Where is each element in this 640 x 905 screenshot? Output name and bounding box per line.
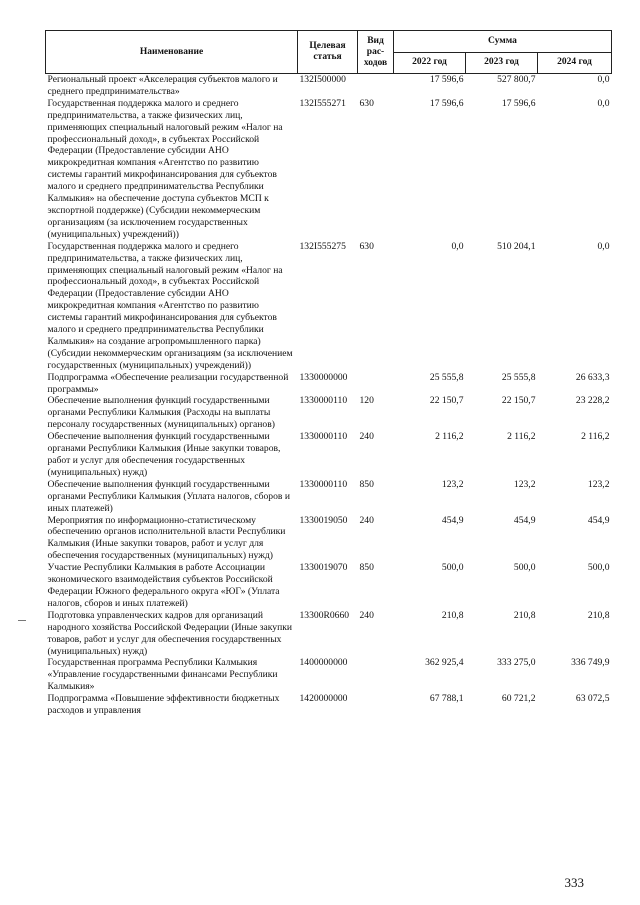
row-2023: 333 275,0 [497, 657, 536, 669]
row-2024: 2 116,2 [581, 431, 610, 443]
row-code: 1420000000 [299, 693, 348, 705]
row-code: 132I500000 [299, 74, 346, 85]
row-name: Государственная поддержка малого и среднего предпринимательства, а также физических лиц, применяющих специальный налоговый режим «Налог на профессиональный доход», в субъектах Российской Федерации (Предоставление субсидии АНО микрокредитная компания «Агентство по развитию системы гарантий микрофинансирования для субъектов малого и среднего предпринимательства Республики Калмыкия» на создание агропромышленного парка) (Субсидии некоммерческим организациям (за исключением государственных (муниципальных) учреждений)) [47, 240, 293, 371]
row-2022: 67 788,1 [429, 693, 464, 705]
row-name: Подпрограмма «Повышение эффективности бюджетных расходов и управления [47, 693, 280, 717]
table-row [46, 515, 612, 563]
header-code: Целевая статья [298, 31, 358, 74]
header-vid: Вид рас-ходов [358, 31, 394, 74]
row-name: Государственная поддержка малого и среднего предпринимательства, а также физических лиц, применяющих специальный налоговый режим «Налог на профессиональный доход», в субъектах Российской Федерации (Предоставление субсидии АНО микрокредитная компания «Агентство по развитию системы гарантий микрофинансирования для субъектов малого и среднего предпринимательства Республики Калмыкия» на обеспечение доступа субъектов МСП к экспортной поддержке) (Субсидии некоммерческим организациям (за исключением государственных (муниципальных) учреждений)) [47, 97, 283, 240]
row-2022: 22 150,7 [429, 395, 464, 407]
header-year-2023: 2023 год [466, 52, 538, 74]
row-2024: 336 749,9 [571, 657, 610, 669]
row-vid: 240 [359, 431, 374, 443]
row-name: Обеспечение выполнения функций государственными органами Республики Калмыкия (Расходы на выплаты персоналу государственных (муниципальных) органов) [47, 395, 275, 431]
row-2022: 500,0 [441, 562, 464, 574]
row-2024: 26 633,3 [575, 371, 610, 383]
row-2023: 500,0 [513, 562, 536, 574]
row-name: Обеспечение выполнения функций государственными органами Республики Калмыкия (Иные закупки товаров, работ и услуг для обеспечения государственных (муниципальных) нужд) [47, 431, 281, 478]
row-2024: 0,0 [597, 240, 610, 252]
row-2024: 0,0 [597, 74, 610, 85]
row-vid: 120 [359, 395, 374, 407]
row-2024: 500,0 [587, 562, 610, 574]
row-vid [358, 657, 394, 693]
row-2023: 210,8 [513, 609, 536, 621]
row-vid: 630 [359, 240, 374, 252]
table-row [46, 610, 612, 658]
row-2022: 123,2 [441, 478, 464, 490]
row-2023: 17 596,6 [501, 97, 536, 109]
row-vid: 850 [359, 478, 374, 490]
row-2024: 63 072,5 [575, 693, 610, 705]
row-2023: 527 800,7 [497, 74, 536, 85]
row-2024: 210,8 [587, 609, 610, 621]
row-code: 1330000000 [299, 371, 348, 383]
row-2023: 2 116,2 [507, 431, 536, 443]
row-2023: 25 555,8 [501, 371, 536, 383]
row-code: 13300R0660 [299, 609, 350, 621]
row-code: 1330000110 [299, 478, 348, 490]
page-number: 333 [564, 875, 584, 890]
margin-mark [18, 620, 26, 621]
row-vid [358, 372, 394, 396]
table-row [46, 562, 612, 610]
row-code: 1400000000 [299, 657, 348, 669]
row-2023: 60 721,2 [501, 693, 536, 705]
table-row [46, 693, 612, 717]
row-vid [358, 74, 394, 98]
row-vid: 630 [359, 97, 374, 109]
row-name: Подпрограмма «Обеспечение реализации государственной программы» [47, 371, 289, 395]
row-2023: 510 204,1 [497, 240, 536, 252]
row-name: Участие Республики Калмыкия в работе Ассоциации экономического взаимодействия субъектов Российской Федерации Южного федерального округа «ЮГ» (Уплата налогов, сборов и иных платежей) [47, 562, 280, 609]
row-2022: 17 596,6 [429, 74, 464, 85]
row-vid [358, 693, 394, 717]
table-body [46, 74, 612, 717]
row-2024: 0,0 [597, 97, 610, 109]
table-row [46, 372, 612, 396]
table-row [46, 98, 612, 241]
row-2022: 362 925,4 [425, 657, 464, 669]
row-name: Мероприятия по информационно-статистическому обеспечению органов исполнительной власти Республики Калмыкия (Иные закупки товаров, работ и услуг для обеспечения государственных (муниципальных) нужд) [47, 514, 286, 562]
row-code: 132I555275 [299, 240, 346, 252]
table-header [46, 31, 612, 74]
table-row [46, 395, 612, 431]
table-row [46, 479, 612, 515]
header-name: Наименование [46, 31, 298, 74]
row-2024: 23 228,2 [575, 395, 610, 407]
table-row [46, 241, 612, 372]
row-vid: 240 [359, 514, 374, 526]
header-year-2022: 2022 год [394, 52, 466, 74]
row-code: 1330000110 [299, 395, 348, 407]
row-2022: 210,8 [441, 609, 464, 621]
row-2023: 123,2 [513, 478, 536, 490]
row-code: 1330019050 [299, 514, 348, 526]
row-2022: 0,0 [451, 240, 464, 252]
row-code: 132I555271 [299, 97, 346, 109]
row-vid: 850 [359, 562, 374, 574]
header-sum: Сумма [394, 31, 612, 53]
row-2022: 25 555,8 [429, 371, 464, 383]
row-2023: 454,9 [513, 514, 536, 526]
row-2024: 123,2 [587, 478, 610, 490]
row-code: 1330000110 [299, 431, 348, 443]
row-code: 1330019070 [299, 562, 348, 574]
row-2022: 17 596,6 [429, 97, 464, 109]
row-2024: 454,9 [587, 514, 610, 526]
budget-table [45, 30, 612, 717]
table-row [46, 74, 612, 98]
row-2023: 22 150,7 [501, 395, 536, 407]
row-name: Региональный проект «Акселерация субъектов малого и среднего предпринимательства» [47, 74, 278, 97]
row-2022: 454,9 [441, 514, 464, 526]
table-row [46, 431, 612, 479]
row-2022: 2 116,2 [435, 431, 464, 443]
header-year-2024: 2024 год [538, 52, 612, 74]
row-name: Подготовка управленческих кадров для организаций народного хозяйства Российской Федерации (Иные закупки товаров, работ и услуг для обеспечения государственных (муниципальных) нужд) [47, 609, 293, 657]
row-name: Государственная программа Республики Калмыкия «Управление государственными финансами Республики Калмыкия» [47, 657, 278, 693]
row-name: Обеспечение выполнения функций государственными органами Республики Калмыкия (Уплата налогов, сборов и иных платежей) [47, 478, 290, 514]
row-vid: 240 [359, 609, 374, 621]
table-row [46, 657, 612, 693]
